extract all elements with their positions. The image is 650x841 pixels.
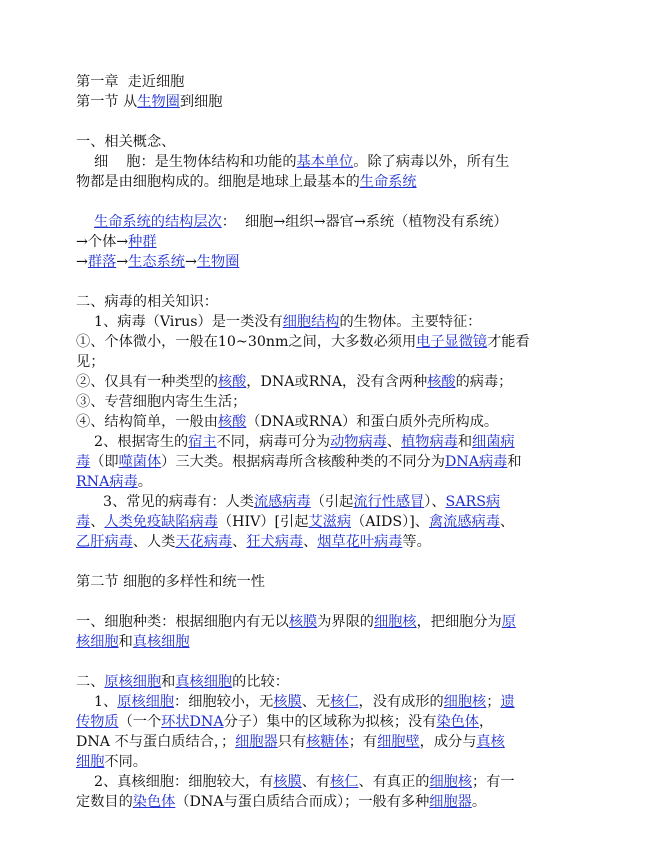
text-line [76,292,574,312]
text-line [76,492,574,512]
text-span: 。 [471,794,487,810]
hyperlink[interactable]: 毒 [76,454,91,470]
text-span: 不同。 [104,754,147,770]
text-span: （DNA与蛋白质结合而成）；一般有多种 [175,794,430,810]
paragraph-gap [76,192,574,212]
text-span: 见； [76,354,105,370]
text-line [76,452,574,472]
text-span: 只有 [277,734,307,750]
text-line [76,312,574,332]
text-span: 、 [303,534,318,550]
text-line [76,772,574,792]
text-span: ④、结构简单，一般由 [76,414,218,430]
hyperlink[interactable]: 人类免疫缺陷病毒 [104,514,218,530]
text-span: （HIV）[引起 [217,514,309,530]
hyperlink[interactable]: 细菌病 [472,434,515,450]
text-span: 细 胞：是生物体结构和功能的 [76,154,297,170]
text-span: 不同，病毒可分为 [216,434,331,450]
text-span: ）、 [424,494,446,510]
text-span: 2、根据寄生的 [76,434,189,450]
hyperlink[interactable]: 核细胞 [76,634,119,650]
paragraph-gap [76,272,574,292]
text-line [76,692,574,712]
text-span: 和 [161,674,176,690]
hyperlink[interactable]: 毒 [76,514,91,530]
text-span: → [116,254,129,270]
text-line [76,72,574,92]
text-span: ， [478,714,494,730]
text-line [76,672,574,692]
text-span: 、 [499,514,515,530]
text-line [76,512,574,532]
text-span: ，把细胞分为 [416,614,502,630]
text-span: 到细胞 [179,94,223,110]
hyperlink[interactable]: 原核细胞 [117,694,175,710]
text-span: 1、病毒（Virus）是一类没有 [76,314,283,330]
text-span: 、 [232,534,247,550]
hyperlink[interactable]: 生物圈 [196,254,240,270]
text-span: ：细胞较小，无 [174,694,274,710]
hyperlink[interactable]: 原 [501,614,516,630]
text-span: 的病毒； [455,374,513,390]
hyperlink[interactable]: 植物病毒 [401,434,458,450]
text-span: 、人类 [132,534,176,550]
hyperlink[interactable]: 核仁 [330,694,359,710]
text-span: ③、专营细胞内寄生生活； [76,394,247,410]
hyperlink[interactable]: 核酸 [217,374,247,390]
hyperlink[interactable]: SARS病 [445,494,501,510]
hyperlink[interactable]: 核膜 [288,614,318,630]
text-span: 第二节 细胞的多样性和统一性 [76,574,265,590]
hyperlink[interactable]: 生命系统的结构层次 [94,214,222,230]
paragraph-gap [76,552,574,572]
text-line [76,352,574,372]
text-span: 一、细胞种类：根据细胞内有无以 [76,614,289,630]
hyperlink[interactable]: 动物病毒 [330,434,387,450]
text-line [76,612,574,632]
text-span: ；有一 [472,774,515,790]
text-line [76,732,574,752]
text-line [76,392,574,412]
document-body [76,72,574,812]
text-span: 二、 [76,674,105,690]
hyperlink[interactable]: 核膜 [273,774,302,790]
text-line [76,752,574,772]
text-line [76,152,574,172]
text-span: （DNA或RNA）和蛋白质外壳所构成。 [246,414,499,430]
hyperlink[interactable]: 细胞壁 [377,734,420,750]
hyperlink[interactable]: 遗 [500,694,515,710]
hyperlink[interactable]: 染色体 [132,794,176,810]
text-line [76,472,574,492]
text-span: 、 [386,434,402,450]
text-span: 、 [90,514,105,530]
text-span: ； [486,694,501,710]
text-span: ①、个体微小，一般在10~30nm之间，大多数必须用 [76,334,417,350]
hyperlink[interactable]: 种群 [128,234,157,250]
text-line [76,632,574,652]
text-span: 、无 [301,694,331,710]
text-span: （即 [90,454,119,470]
text-line [76,372,574,392]
text-line [76,572,574,592]
text-line [76,412,574,432]
text-span: 和 [457,434,473,450]
hyperlink[interactable]: 烟草花叶病毒 [317,534,403,550]
hyperlink[interactable]: 宿主 [188,434,217,450]
hyperlink[interactable]: 细胞核 [373,614,417,630]
hyperlink[interactable]: 传物质 [76,714,119,730]
hyperlink[interactable]: 真核 [476,734,505,750]
text-span: ，DNA或RNA，没有含两种 [246,374,428,390]
hyperlink[interactable]: 流行性感冒 [353,494,425,510]
hyperlink[interactable]: 天花病毒 [175,534,233,550]
hyperlink[interactable]: 狂犬病毒 [246,534,304,550]
text-span: （一个 [118,714,162,730]
hyperlink[interactable]: DNA病毒 [444,454,508,470]
hyperlink[interactable]: 乙肝病毒 [76,534,133,550]
text-span: DNA 不与蛋白质结合，； [76,734,236,750]
hyperlink[interactable]: 细胞器 [235,734,278,750]
text-span: ；有 [348,734,378,750]
text-span: ）三大类。根据病毒所含核酸种类的不同分为 [161,454,445,470]
text-span: 的生物体。主要特征： [339,314,482,330]
text-span: 第一节 从 [76,94,138,110]
hyperlink[interactable]: 环状DNA [161,714,224,730]
text-line [76,712,574,732]
text-span: （引起 [310,494,354,510]
text-span: ，成分与 [419,734,477,750]
hyperlink[interactable]: RNA病毒 [76,474,138,490]
hyperlink[interactable]: 艾滋病 [308,514,352,530]
text-span: 第一章 走近细胞 [76,74,185,90]
hyperlink[interactable]: 细胞核 [443,694,487,710]
paragraph-gap [76,112,574,132]
text-span: ②、仅具有一种类型的 [76,374,218,390]
text-span: → [76,254,88,270]
text-line [76,172,574,192]
hyperlink[interactable]: 噬菌体 [118,454,162,470]
text-line [76,792,574,812]
hyperlink[interactable]: 细胞器 [429,794,472,810]
hyperlink[interactable]: 生物圈 [137,94,180,110]
hyperlink[interactable]: 核膜 [273,694,302,710]
hyperlink[interactable]: 禽流感病毒 [428,514,500,530]
text-span: 分子）集中的区域称为拟核；没有 [223,714,437,730]
text-span: 和 [507,454,522,470]
text-span: （AIDS）]、 [351,514,429,530]
hyperlink[interactable]: 细胞 [76,754,105,770]
text-span: 、有真正的 [358,774,430,790]
text-span: 和 [118,634,133,650]
text-span: 。 [137,474,152,490]
text-span: 二、病毒的相关知识： [76,294,218,310]
hyperlink[interactable]: 细胞结构 [282,314,340,330]
hyperlink[interactable]: 电子显微镜 [416,334,488,350]
text-span: 。除了病毒以外，所有生 [353,154,510,170]
text-line [76,92,574,112]
text-span: 才能看 [487,334,530,350]
text-span: 为界限的 [317,614,374,630]
text-span: 等。 [402,534,431,550]
hyperlink[interactable]: 原核细胞 [104,674,162,690]
text-line [76,212,574,232]
text-span: 1、 [76,694,118,710]
text-span: 、有 [301,774,331,790]
text-span [76,214,94,230]
hyperlink[interactable]: 细胞核 [429,774,473,790]
hyperlink[interactable]: 核酸 [427,374,456,390]
text-line [76,432,574,452]
text-span: 物都是由细胞构成的。细胞是地球上最基本的 [76,174,360,190]
hyperlink[interactable]: 生态系统 [128,254,185,270]
text-line [76,332,574,352]
hyperlink[interactable]: 核酸 [217,414,247,430]
hyperlink[interactable]: 生命系统 [359,174,417,190]
hyperlink[interactable]: 流感病毒 [253,494,311,510]
text-span: 的比较： [232,674,289,690]
text-span: 定数目的 [76,794,133,810]
text-line [76,252,574,272]
text-span: 2、真核细胞：细胞较大，有 [76,774,274,790]
hyperlink[interactable]: 真核细胞 [132,634,190,650]
text-span: ： 细胞→组织→器官→系统（植物没有系统） [221,214,508,230]
text-span: →个体→ [76,234,129,250]
hyperlink[interactable]: 染色体 [436,714,479,730]
text-span: 3、常见的病毒有：人类 [76,494,254,510]
text-line [76,532,574,552]
hyperlink[interactable]: 核仁 [330,774,359,790]
hyperlink[interactable]: 核糖体 [306,734,349,750]
paragraph-gap [76,652,574,672]
text-line [76,132,574,152]
text-span: → [184,254,197,270]
text-span: 一、相关概念、 [76,134,176,150]
text-line [76,232,574,252]
text-span: ，没有成形的 [358,694,444,710]
hyperlink[interactable]: 群落 [87,254,117,270]
hyperlink[interactable]: 真核细胞 [175,674,233,690]
paragraph-gap [76,592,574,612]
hyperlink[interactable]: 基本单位 [296,154,354,170]
